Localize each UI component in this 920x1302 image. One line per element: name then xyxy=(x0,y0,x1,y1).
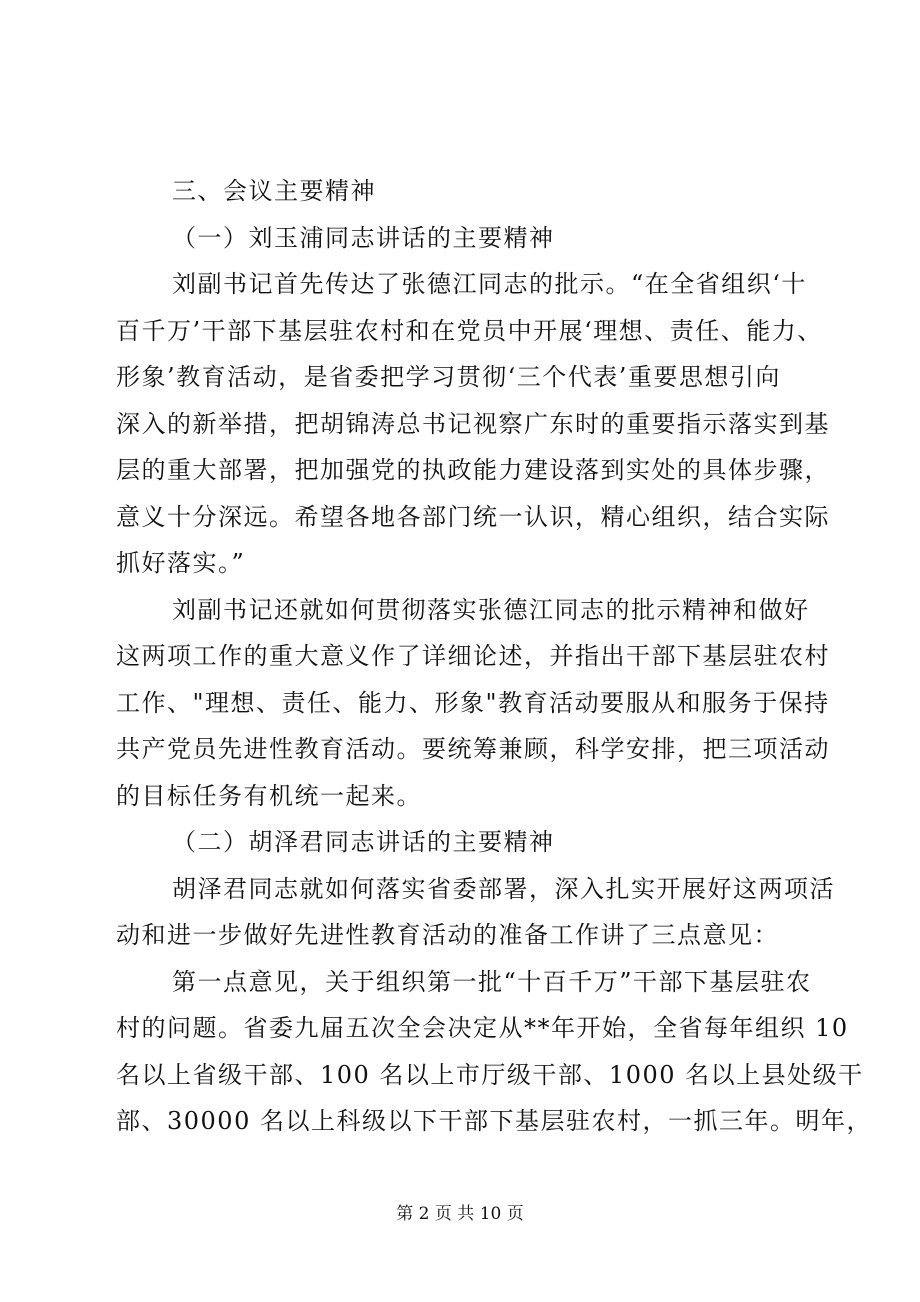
subsection-heading: （二）胡泽君同志讲话的主要精神 xyxy=(172,828,555,856)
text-line: 部、30000 名以上科级以下干部下基层驻农村，一抓三年。明年， xyxy=(116,1107,872,1135)
subsection-heading: （一）刘玉浦同志讲话的主要精神 xyxy=(172,223,555,252)
text-line: 抓好落实。” xyxy=(116,549,246,577)
section-heading: 三、会议主要精神 xyxy=(172,177,376,205)
text-line: 层的重大部署，把加强党的执政能力建设落到实处的具体步骤， xyxy=(116,456,830,484)
document-body xyxy=(116,168,872,1145)
text-line: 工作、"理想、责任、能力、形象"教育活动要服从和服务于保持 xyxy=(116,688,830,717)
text-line: 百千万’干部下基层驻农村和在党员中开展‘理想、责任、能力、 xyxy=(116,316,823,345)
text-line: 共产党员先进性教育活动。要统筹兼顾，科学安排，把三项活动 xyxy=(116,735,830,763)
text-line: 胡泽君同志就如何落实省委部署，深入扎实开展好这两项活 xyxy=(172,874,835,903)
text-line: 意义十分深远。希望各地各部门统一认识，精心组织，结合实际 xyxy=(116,502,830,531)
text-line: 的目标任务有机统一起来。 xyxy=(116,781,422,810)
text-line: 名以上省级干部、100 名以上市厅级干部、1000 名以上县处级干 xyxy=(116,1060,864,1089)
text-line: 村的问题。省委九届五次全会决定从**年开始，全省每年组织 10 xyxy=(116,1014,849,1042)
text-line: 第一点意见，关于组织第一批“十百千万”干部下基层驻农 xyxy=(172,967,812,996)
text-line: 动和进一步做好先进性教育活动的准备工作讲了三点意见： xyxy=(116,921,779,949)
text-line: 深入的新举措，把胡锦涛总书记视察广东时的重要指示落实到基 xyxy=(116,409,830,438)
text-line: 刘副书记首先传达了张德江同志的批示。“在全省组织‘十 xyxy=(172,270,807,298)
text-line: 刘副书记还就如何贯彻落实张德江同志的批示精神和做好 xyxy=(172,595,810,624)
text-line: 形象’教育活动，是省委把学习贯彻‘三个代表’重要思想引向 xyxy=(116,363,781,391)
page-footer: 第 2 页 共 10 页 xyxy=(396,1204,524,1224)
text-line: 这两项工作的重大意义作了详细论述，并指出干部下基层驻农村 xyxy=(116,642,830,670)
